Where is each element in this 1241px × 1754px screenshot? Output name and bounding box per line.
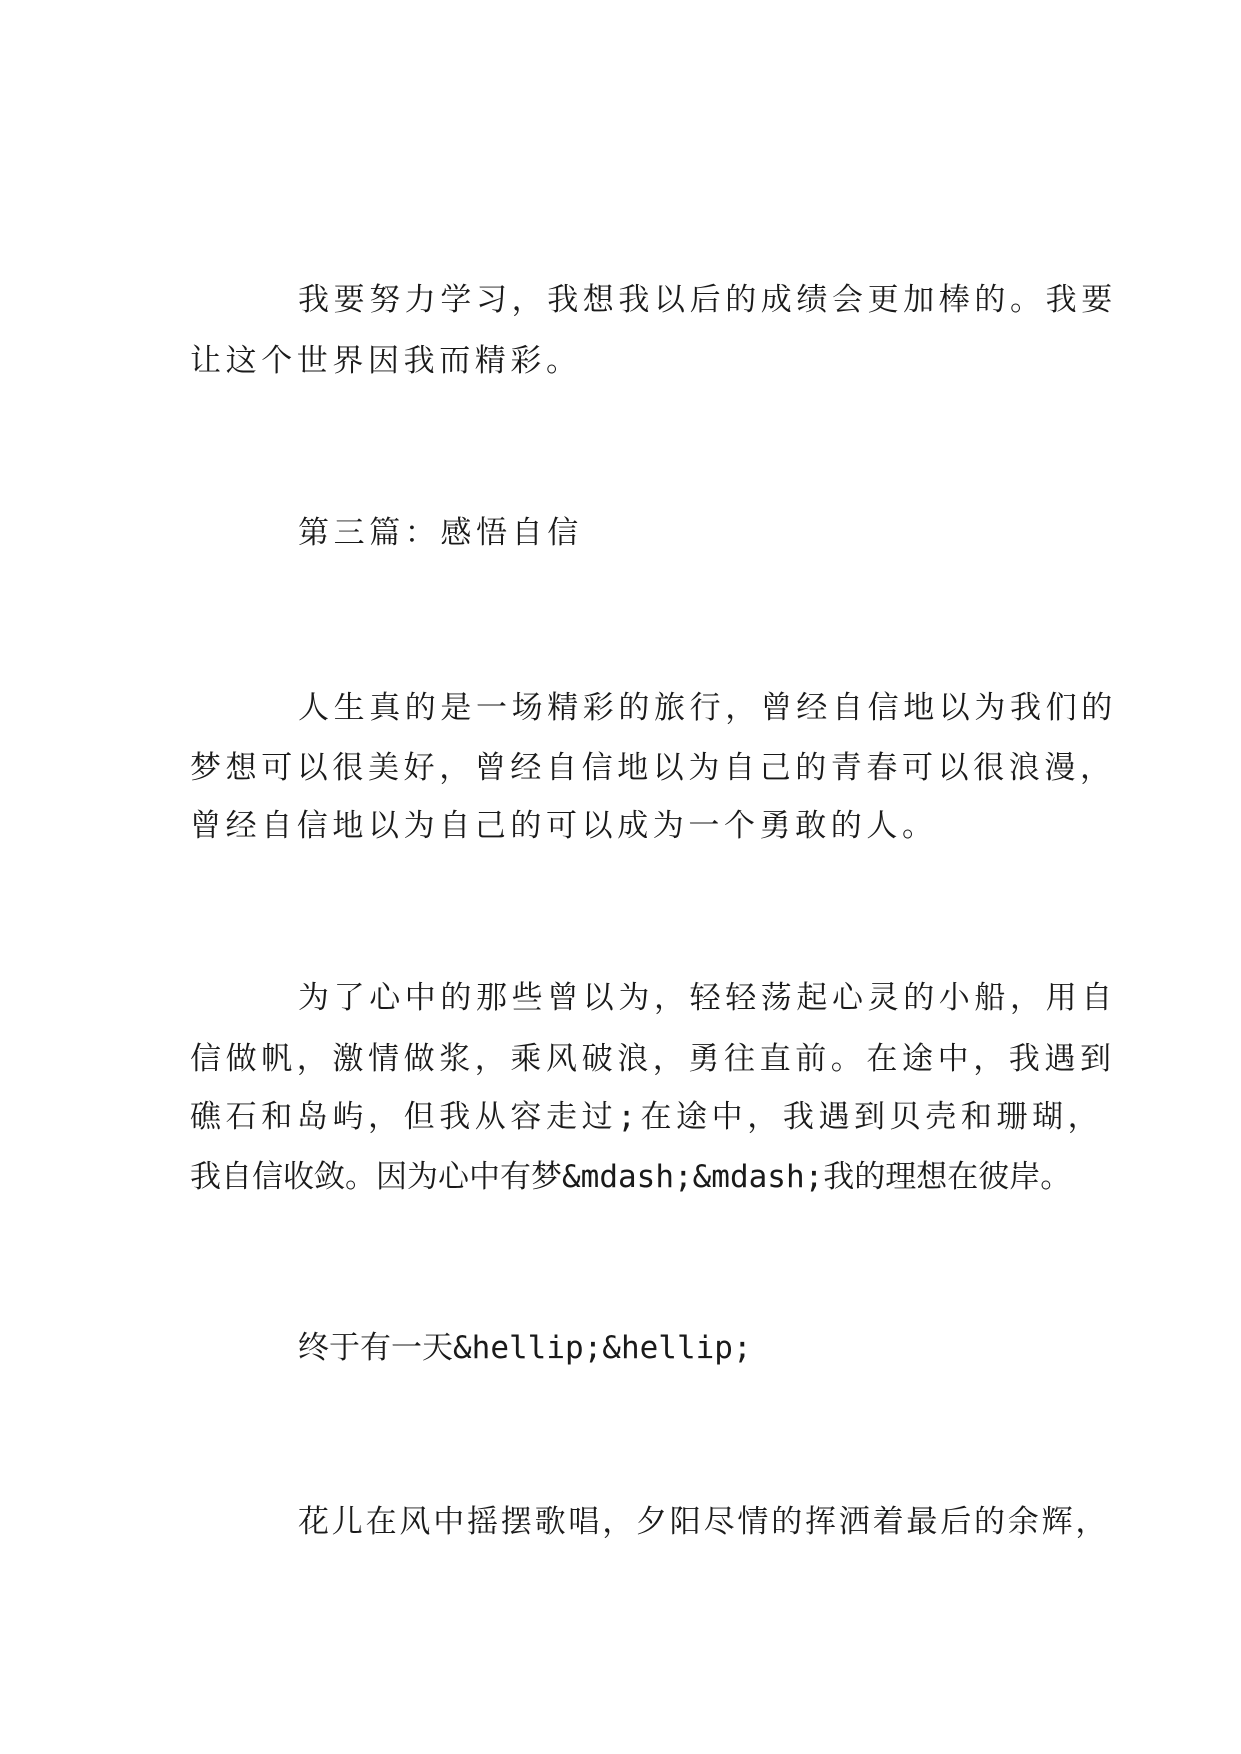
- paragraph-line: 花儿在风中摇摆歌唱，夕阳尽情的挥洒着最后的余辉，: [298, 1504, 1110, 1540]
- paragraph-line: 礁石和岛屿，但我从容走过;在途中，我遇到贝壳和珊瑚，: [190, 1099, 1104, 1135]
- paragraph-line: 为了心中的那些曾以为，轻轻荡起心灵的小船，用自: [298, 980, 1117, 1016]
- paragraph-line: 曾经自信地以为自己的可以成为一个勇敢的人。: [190, 808, 938, 844]
- paragraph-line: 人生真的是一场精彩的旅行，曾经自信地以为我们的: [298, 690, 1117, 726]
- paragraph-line: 信做帆，激情做浆，乘风破浪，勇往直前。在途中，我遇到: [190, 1041, 1116, 1077]
- paragraph-line: 梦想可以很美好，曾经自信地以为自己的青春可以很浪漫，: [190, 750, 1116, 786]
- paragraph-line: 我要努力学习，我想我以后的成绩会更加棒的。我要: [298, 282, 1117, 318]
- section-title: 第三篇：感悟自信: [298, 515, 583, 551]
- paragraph-line: 我自信收敛。因为心中有梦&mdash;&mdash;我的理想在彼岸。: [190, 1159, 1072, 1195]
- paragraph-line: 让这个世界因我而精彩。: [190, 343, 582, 379]
- paragraph-line: 终于有一天&hellip;&hellip;: [298, 1330, 752, 1366]
